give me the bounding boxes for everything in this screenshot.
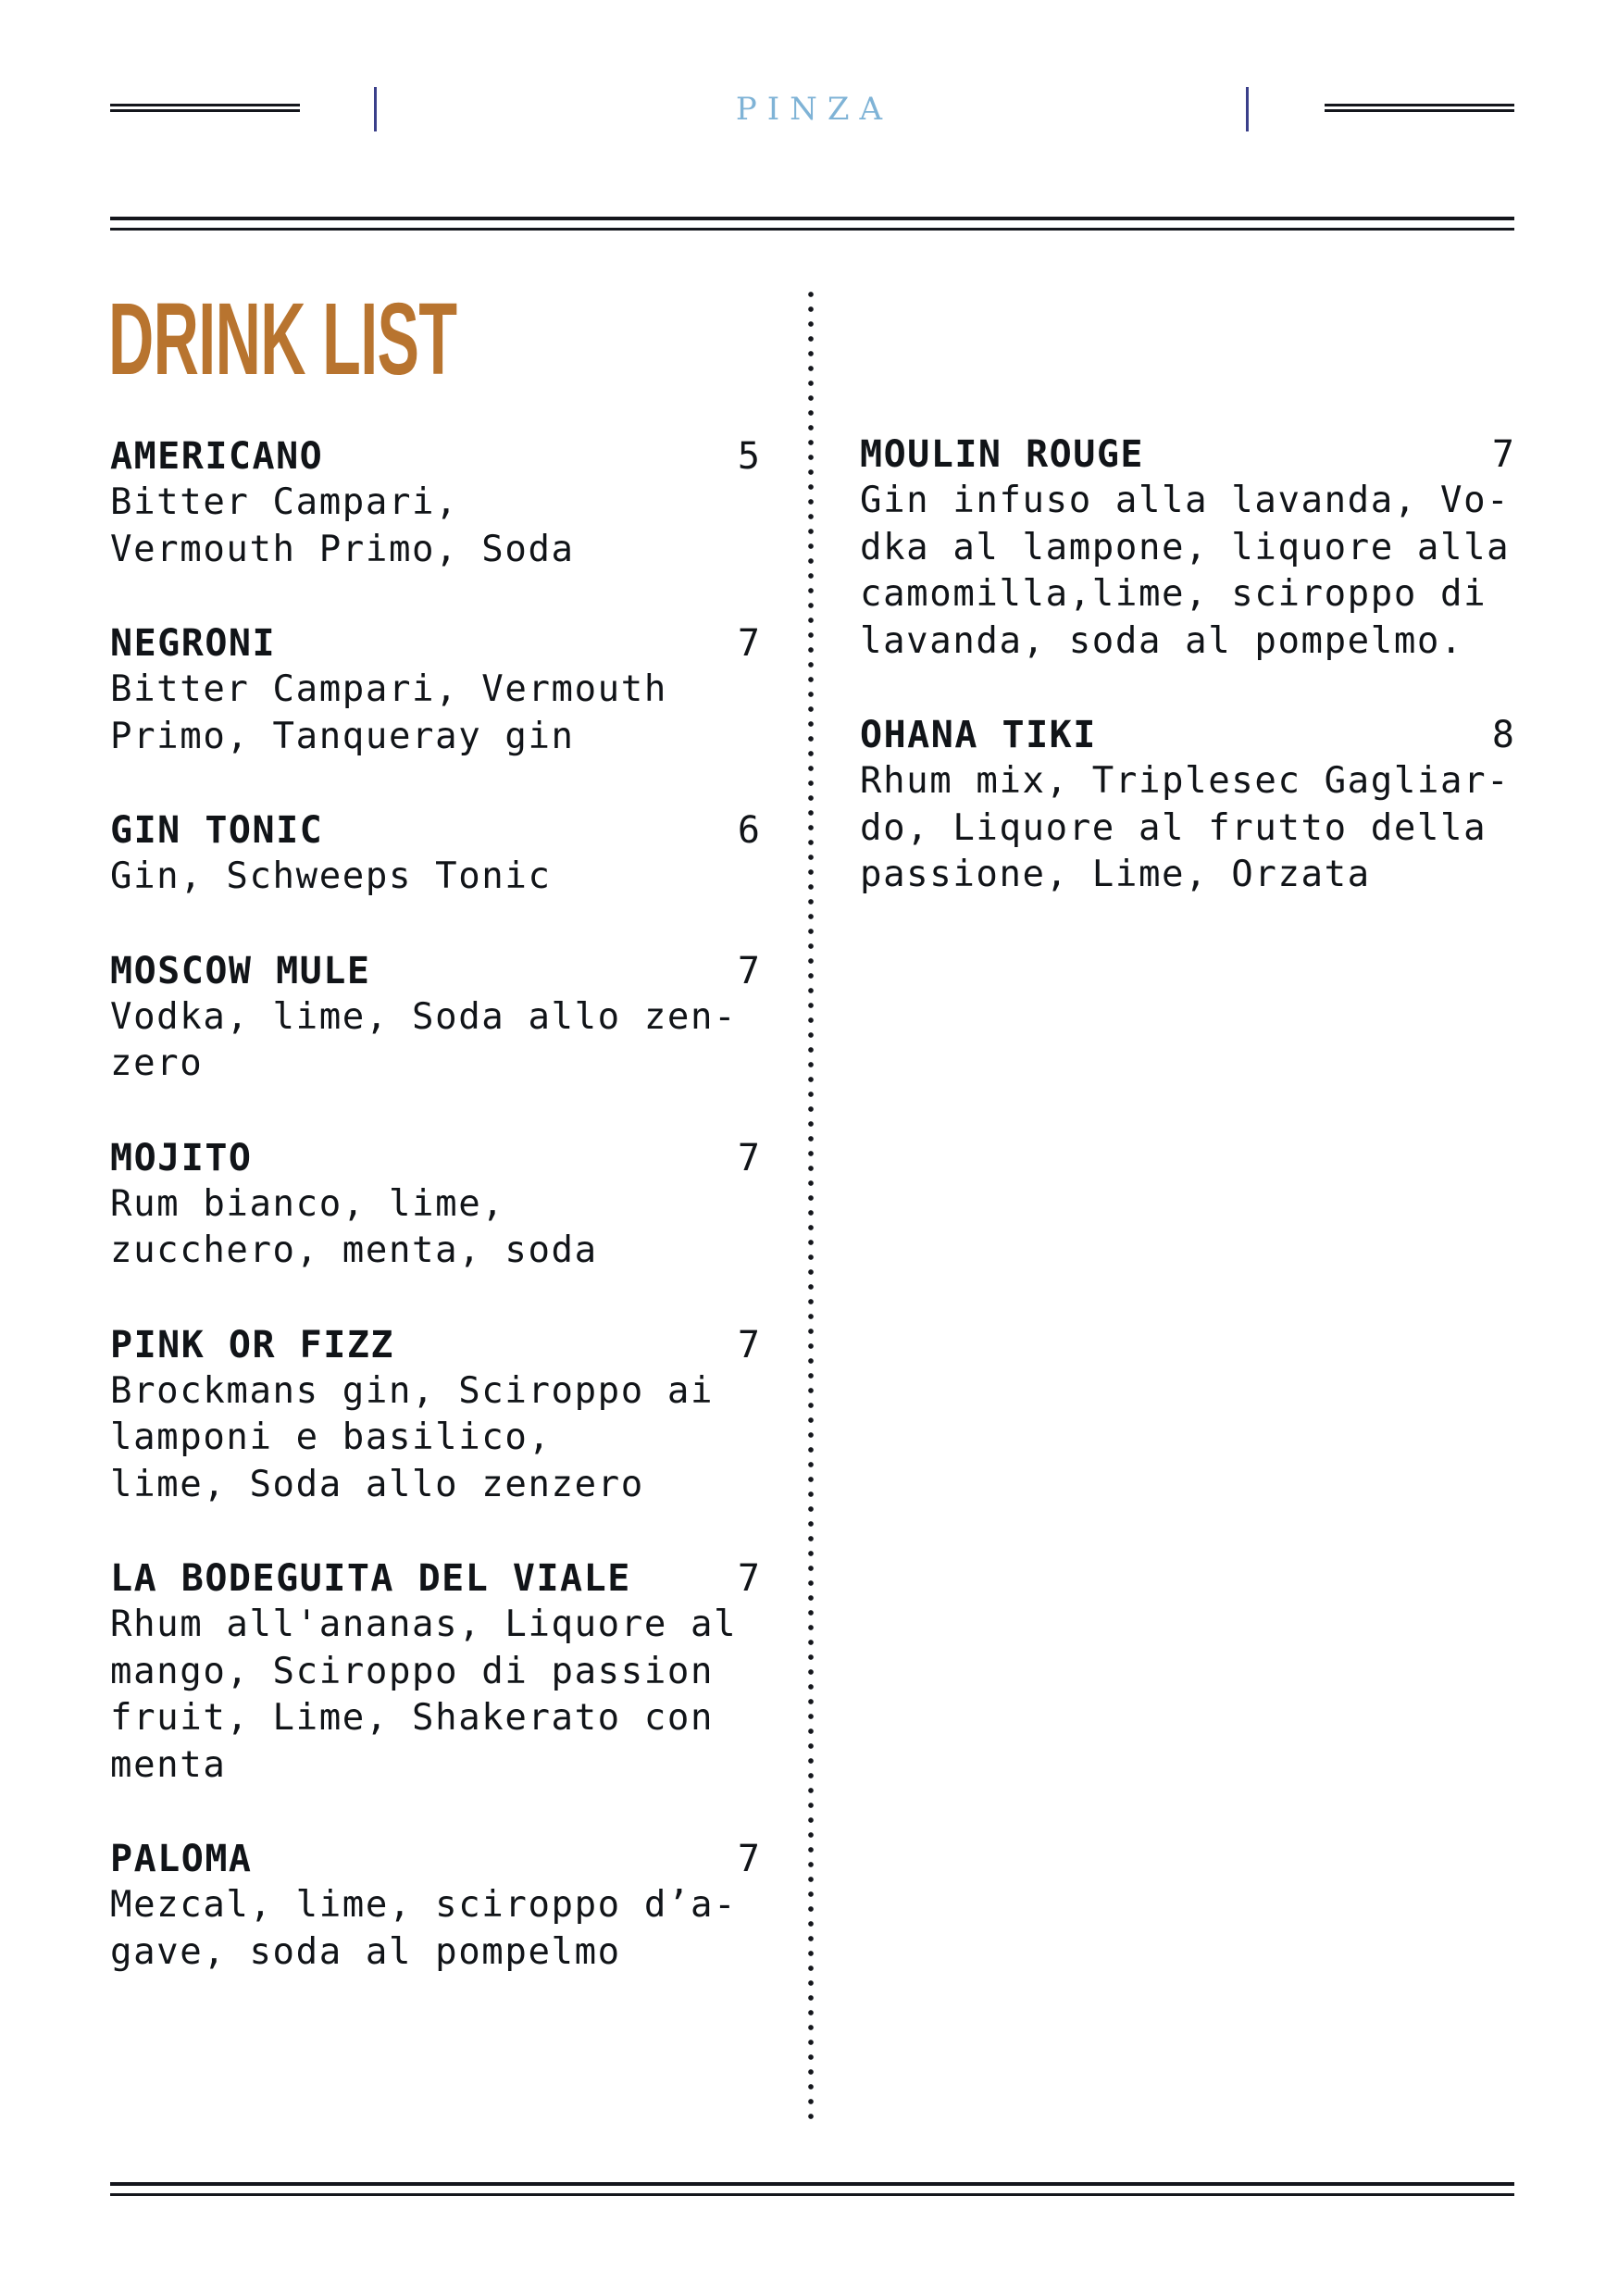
page-title: DRINK LIST [108, 282, 457, 396]
header-rule-right [1325, 104, 1514, 112]
menu-item [110, 948, 760, 1088]
drink-name: PINK OR FIZZ [110, 1323, 394, 1366]
drink-name: MOULIN ROUGE [860, 433, 1144, 476]
drink-price: 7 [737, 1838, 760, 1880]
menu-item [110, 1135, 760, 1275]
drink-description: Mezcal, lime, sciroppo d’a- gave, soda al pompelmo [110, 1884, 738, 1973]
menu-item [110, 620, 760, 760]
column-divider [807, 287, 815, 2125]
drink-price: 7 [1491, 433, 1514, 476]
drink-description: Bitter Campari, Vermouth Primo, Tanqueray gin [110, 668, 667, 757]
menu-item [860, 712, 1514, 899]
drink-price: 7 [737, 1323, 760, 1366]
drink-description: Rhum all'ananas, Liquore al mango, Sciroppo di passion fruit, Lime, Shakerato con menta [110, 1603, 738, 1786]
menu-column-right [860, 431, 1514, 946]
drink-name: GIN TONIC [110, 809, 324, 852]
drink-price: 8 [1491, 714, 1514, 756]
drink-name: LA BODEGUITA DEL VIALE [110, 1557, 631, 1600]
drink-description: Brockmans gin, Sciroppo ai lamponi e basilico, lime, Soda allo zenzero [110, 1369, 715, 1505]
drink-name: MOJITO [110, 1136, 253, 1179]
drink-description: Gin infuso alla lavanda, Vo- dka al lampone, liquore alla camomilla,lime, sciroppo di lavanda, soda al pompelmo. [860, 480, 1511, 662]
menu-item [110, 433, 760, 573]
header-tick-right [1246, 87, 1249, 131]
drink-price: 5 [737, 435, 760, 478]
bottom-divider-rule [110, 2182, 1514, 2196]
drink-price: 7 [737, 1557, 760, 1600]
drink-description: Vodka, lime, Soda allo zen- zero [110, 995, 738, 1084]
top-divider-rule [110, 217, 1514, 231]
drink-price: 6 [737, 809, 760, 852]
drink-price: 7 [737, 949, 760, 992]
drink-price: 7 [737, 1136, 760, 1179]
menu-column-left [110, 433, 760, 2023]
drink-description: Gin, Schweeps Tonic [110, 855, 552, 897]
menu-item [110, 1555, 760, 1789]
drink-name: MOSCOW MULE [110, 949, 371, 992]
menu-item [110, 807, 760, 901]
menu-item [110, 1836, 760, 1976]
menu-item [860, 431, 1514, 665]
brand-name: PINZA [735, 91, 893, 128]
menu-item [110, 1322, 760, 1509]
drink-price: 7 [737, 622, 760, 665]
drink-name: NEGRONI [110, 622, 277, 665]
drink-name: OHANA TIKI [860, 714, 1097, 756]
drink-name: AMERICANO [110, 435, 324, 478]
drink-description: Rhum mix, Triplesec Gagliar- do, Liquore al frutto della passione, Lime, Orzata [860, 760, 1511, 895]
drink-description: Bitter Campari, Vermouth Primo, Soda [110, 481, 575, 570]
drink-description: Rum bianco, lime, zucchero, menta, soda [110, 1182, 598, 1271]
drink-name: PALOMA [110, 1838, 253, 1880]
